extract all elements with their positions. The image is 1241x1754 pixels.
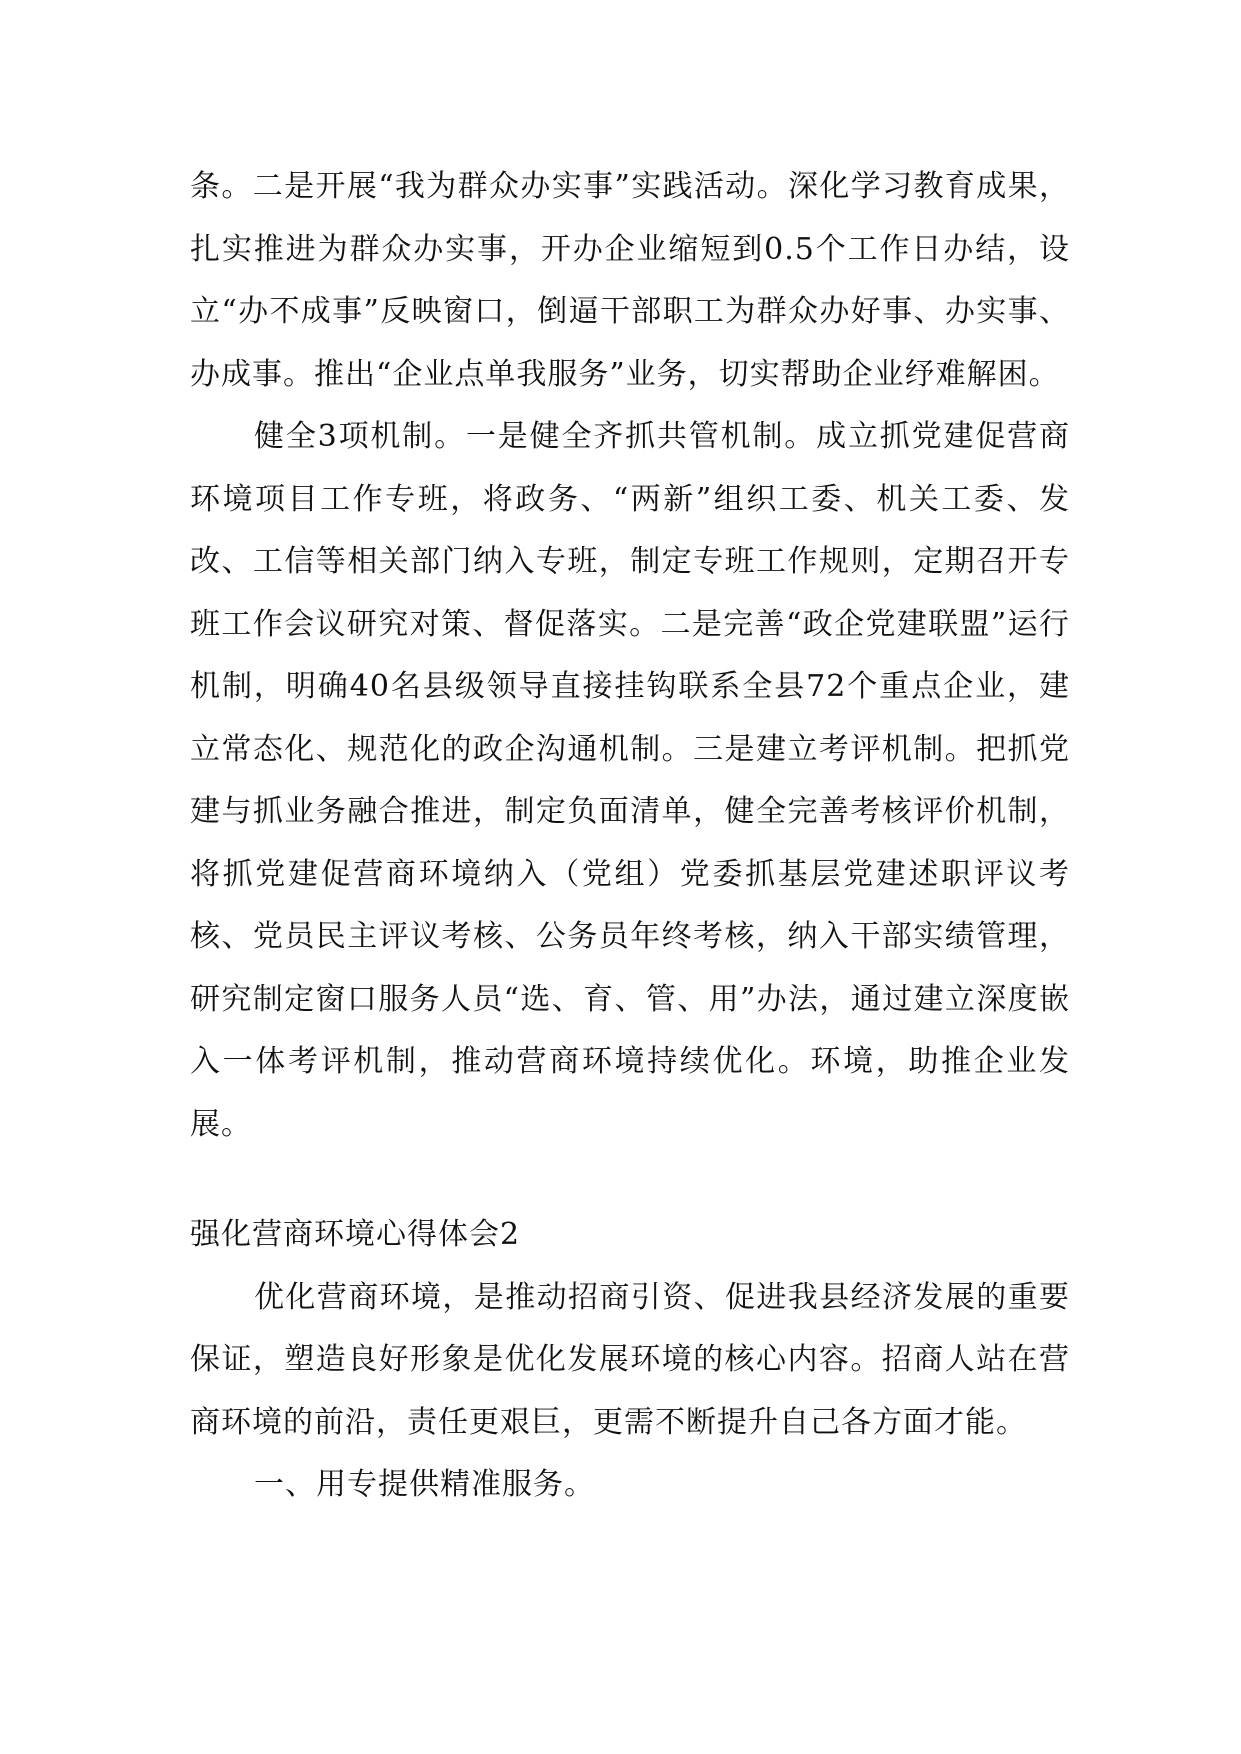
document-body: [190, 156, 1070, 1517]
paragraph-point-one: 一、用专提供精准服务。: [254, 1467, 595, 1502]
paragraph-intro: 优化营商环境，是推动招商引资、促进我县经济发展的重要保证，塑造良好形象是优化发展环境的核心内容。招商人站在营商环境的前沿，责任更艰巨，更需不断提升自己各方面才能。: [190, 1279, 1070, 1440]
paragraph-continuation: 条。二是开展“我为群众办实事”实践活动。深化学习教育成果，扎实推进为群众办实事，开办企业缩短到0.5个工作日办结，设立“办不成事”反映窗口，倒逼干部职工为群众办好事、办实事、办成事。推出“企业点单我服务”业务，切实帮助企业纾难解困。: [190, 169, 1070, 392]
paragraph-mechanisms: 健全3项机制。一是健全齐抓共管机制。成立抓党建促营商环境项目工作专班，将政务、“两新”组织工委、机关工委、发改、工信等相关部门纳入专班，制定专班工作规则，定期召开专班工作会议研究对策、督促落实。二是完善“政企党建联盟”运行机制，明确40名县级领导直接挂钩联系全县72个重点企业，建立常态化、规范化的政企沟通机制。三是建立考评机制。把抓党建与抓业务融合推进，制定负面清单，健全完善考核评价机制，将抓党建促营商环境纳入（党组）党委抓基层党建述职评议考核、党员民主评议考核、公务员年终考核，纳入干部实绩管理，研究制定窗口服务人员“选、育、管、用”办法，通过建立深度嵌入一体考评机制，推动营商环境持续优化。环境，助推企业发展。: [190, 419, 1070, 1142]
section-title: 强化营商环境心得体会2: [190, 1217, 521, 1252]
